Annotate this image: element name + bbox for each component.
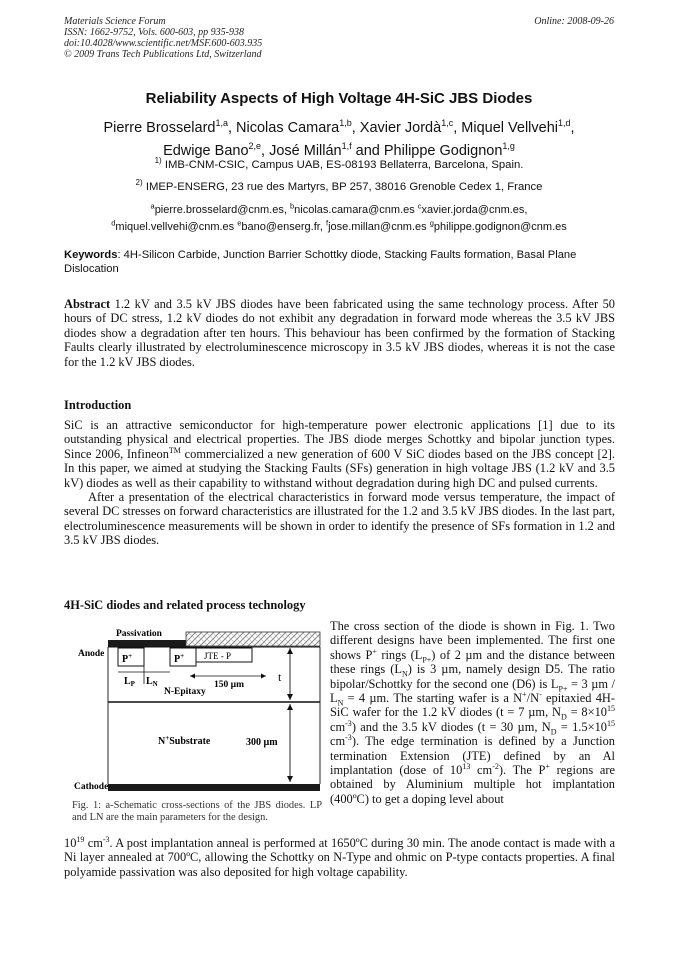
email: $^d$miquel.vellvehi@cnm.es (111, 218, 238, 234)
email: $^a$pierre.brosselard@cnm.es, (150, 201, 290, 216)
paper-title: Reliability Aspects of High Voltage 4H-SiC JBS Diodes (145, 90, 533, 107)
online-date: Online: 2008-09-26 (534, 16, 614, 27)
keywords-label: Keywords (64, 249, 118, 261)
author: Edwige Bano$^{2,e}$ (163, 140, 262, 159)
p-plus-label: P+ (174, 652, 185, 665)
author: Xavier Jordà$^{1,c}$ (359, 118, 454, 136)
author: José Millán$^{1,f}$ (269, 140, 352, 159)
cathode-label: Cathode (74, 782, 109, 792)
substrate-label: N+Substrate (158, 734, 211, 747)
cathode-metal (108, 784, 320, 791)
doi-line: doi:10.4028/www.scientific.net/MSF.600-603.935 (64, 38, 263, 49)
t-label: t (278, 670, 282, 684)
author: Philippe Godignon$^{1,g}$ (383, 140, 515, 159)
section-heading-process: 4H-SiC diodes and related process technology (64, 598, 306, 612)
p-plus-label: P+ (122, 652, 133, 665)
author: Pierre Brosselard$^{1,a}$ (103, 118, 228, 136)
email-list (30, 199, 648, 234)
paragraph: After a presentation of the electrical characteristics in forward mode versus temperature, the impact of several DC stresses on forward characteristics are illustrated for the 1.2 and 3.5 kV JBS diodes. In the last part, electroluminescence measurements will be shown in order to identify the presence of SFs formation in 1.2 and 3.5 kV JBS diodes. (64, 490, 615, 548)
email: $^b$nicolas.camara@cnm.es (289, 201, 418, 216)
process-body-continued: $10^{19}$ $cm^{-3}$. A post implantation anneal is performed at 1650ºC during 30 min. The anode contact is made with a Ni layer annealed at 700ºC, allowing the Schottky on N-Type and ohmic on P-type contacts properties. A final polyamide passivation was also deposited for high voltage capability. (64, 834, 615, 879)
issn-line: ISSN: 1662-9752, Vols. 600-603, pp 935-938 (64, 27, 244, 38)
email: $^e$bano@enserg.fr, (237, 218, 326, 234)
author: Miquel Vellvehi$^{1,d}$ (461, 118, 571, 136)
lp-label: $L_P$ (124, 676, 135, 688)
ln-label: $L_N$ (146, 676, 158, 688)
thickness-label: 300 µm (246, 737, 278, 748)
anode-label: Anode (78, 649, 105, 659)
epitaxy-label: N-Epitaxy (164, 687, 206, 697)
keywords-text: : 4H-Silicon Carbide, Junction Barrier Schottky diode, Stacking Faults formation, Basal Plane Dislocation (64, 249, 577, 275)
paragraph: SiC is an attractive semiconductor for high-temperature power electronic applications [1] due to its outstanding physical and electrical properties. The JBS diode merges Schottky and bipolar junction types. Since 2006, Infineon™ commercialized a new generation of 600 V SiC diodes based on the JBS concept [2]. In this paper, we aimed at studying the Stacking Faults (SFs) generation in high voltage JBS (1.2 kV and 3.5 kV) diodes as well as their capability to withstand without degradation during high DC and pulsed currents. (64, 418, 615, 490)
figure-caption: Fig. 1: a-Schematic cross-sections of the JBS diodes. LP and LN are the main parameters for the design. (72, 800, 322, 823)
keywords (64, 249, 616, 276)
affiliation-2: $^{2)}$ IMEP-ENSERG, 23 rue des Martyrs, BP 257, 38016 Grenoble Cedex 1, France (135, 178, 543, 193)
email: $^f$jose.millan@cnm.es (325, 218, 430, 234)
jte-label: JTE - P (204, 651, 231, 661)
email: $^g$philippe.godignon@cnm.es (429, 218, 567, 234)
journal-header (64, 16, 262, 60)
width-label: 150 µm (214, 680, 245, 690)
passivation-label: Passivation (116, 629, 162, 639)
author: Nicolas Camara$^{1,b}$ (236, 118, 352, 136)
passivation-layer (186, 632, 320, 646)
introduction-body (64, 418, 615, 548)
abstract-label: Abstract (64, 297, 111, 311)
anode-metal (108, 640, 190, 647)
cross-section-diagram (72, 624, 322, 794)
copyright-line: © 2009 Trans Tech Publications Ltd, Switzerland (64, 49, 262, 60)
section-heading-introduction: Introduction (64, 398, 132, 412)
journal-name: Materials Science Forum (64, 16, 166, 27)
abstract (64, 297, 615, 369)
author-list: Pierre Brosselard$^{1,a}$, Nicolas Camara$^{1,b}$, Xavier Jordà$^{1,c}$, Miquel Vellvehi$^{1,d}$, Edwige Bano$^{2,e}$, José Millán$^{1,f}$ and Philippe Godignon$^{1,g}$ (103, 118, 575, 159)
email: $^c$xavier.jorda@cnm.es, (417, 201, 528, 216)
abstract-text: 1.2 kV and 3.5 kV JBS diodes have been fabricated using the same technology process. After 50 hours of DC stress, 1.2 kV diodes do not exhibit any degradation in forward mode whereas the 3.5 kV JBS diodes show a degradation after ten hours. This behaviour has been confirmed by the formation of Stacking Faults clearly illustrated by electroluminescence microscopy in 3.5 kV JBS diodes, whereas it is not the case for the 1.2 kV JBS diodes. (64, 297, 615, 369)
affiliation-1: $^{1)}$ IMB-CNM-CSIC, Campus UAB, ES-08193 Bellaterra, Barcelona, Spain. (154, 156, 524, 171)
cross-section-figure (72, 624, 322, 794)
right-column-text: The cross section of the diode is shown in Fig. 1. Two different designs have been implemented. The first one shows P+ rings $(L_{P+})$ of 2 µm and the distance between these rings $(L_N)$ is 3 µm, namely design D5. The ratio bipolar/Schottky for the second one (D6) is $L_{P+} = 3$ $\mu m / L_N = 4$ µm. The starting wafer is a N+/N- epitaxied 4H-SiC wafer for the 1.2 kV diodes (t = 7 µm, $N_D = 8\times 10^{15}$ $cm^{-3}$) and the 3.5 kV diodes (t = 30 µm, $N_D = 1.5\times 10^{15}$ $cm^{-3}$). The edge termination is defined by a Junction termination Extension (JTE) defined by an Al implantation (dose of $10^{13}$ $cm^{-2}$). The P+ regions are obtained by Aluminium multiple hot implantation (400ºC) to get a doping level about (330, 619, 615, 806)
